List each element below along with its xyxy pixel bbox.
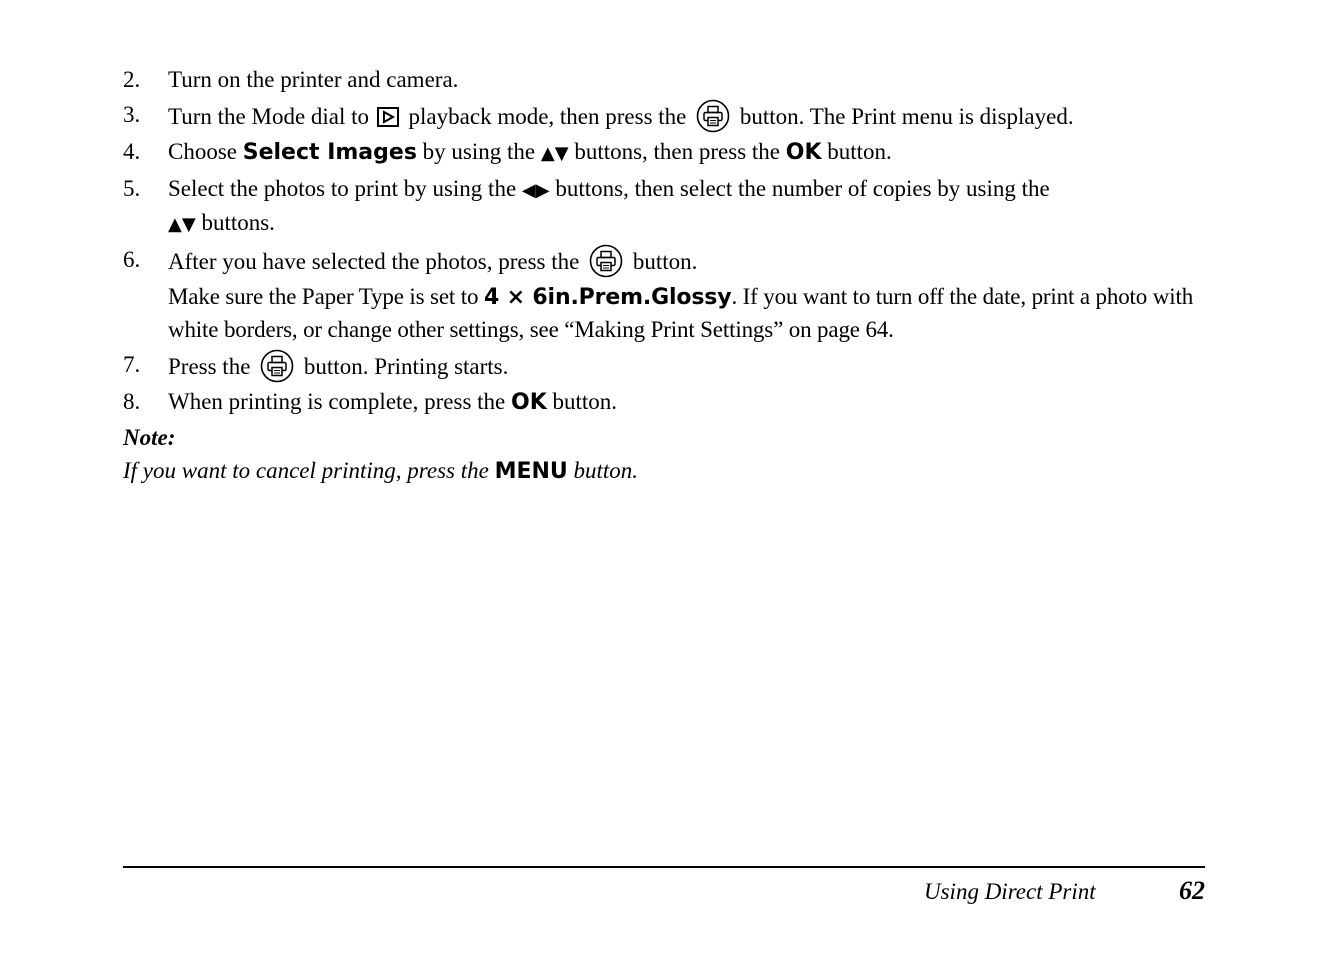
step-number: 8. [123, 389, 141, 414]
step-text: Turn the Mode dial to [168, 104, 370, 129]
step-text: buttons, then select the number of copies by using the [555, 176, 1050, 201]
printer-icon [260, 349, 294, 383]
step-number: 5. [123, 176, 141, 201]
left-right-arrows-icon: ◀▶ [521, 180, 550, 201]
menu-item-label: Select Images [242, 140, 417, 165]
footer-section-title: Using Direct Print [924, 879, 1096, 904]
step-text: buttons, then press the [574, 139, 781, 164]
up-down-arrows-icon: ▲▼ [168, 214, 196, 235]
step-3 [123, 99, 1213, 133]
step-number: 4. [123, 139, 141, 164]
ok-button-label: OK [511, 390, 547, 415]
step-text: button. [827, 139, 892, 164]
playback-icon [377, 107, 399, 127]
detail-text: Make sure the Paper Type is set to [168, 284, 479, 309]
step-text: button. The Print menu is displayed. [739, 104, 1074, 129]
step-number: 6. [123, 247, 141, 272]
step-text: buttons. [201, 210, 275, 235]
footer-divider [123, 866, 1205, 868]
step-text: button. Printing starts. [303, 354, 509, 379]
step-5 [123, 173, 1213, 241]
printer-icon [696, 99, 730, 133]
step-text: Choose [168, 139, 237, 164]
step-4 [123, 136, 1213, 170]
step-text: Select the photos to print by using the [168, 176, 517, 201]
page-number: 62 [1179, 876, 1205, 905]
step-text: Turn on the printer and camera. [168, 67, 459, 92]
note-heading: Note: [123, 425, 176, 450]
note-text [123, 454, 1213, 489]
step-text: button. [552, 389, 618, 414]
step-text: button. [632, 249, 698, 274]
step-6-detail [123, 281, 1213, 346]
step-text: playback mode, then press the [408, 104, 687, 129]
step-2 [123, 64, 1213, 96]
step-number: 2. [123, 67, 141, 92]
step-number: 7. [123, 352, 141, 377]
printer-icon [589, 244, 623, 278]
paper-type-value: 4 × 6in.Prem.Glossy [483, 285, 732, 310]
ok-button-label: OK [785, 140, 822, 165]
step-number: 3. [123, 102, 141, 127]
step-8 [123, 386, 1213, 419]
step-text: by using the [422, 139, 536, 164]
menu-button-label: MENU [494, 459, 568, 484]
step-7 [123, 349, 1213, 383]
note-text-part: button. [573, 458, 639, 483]
note-text-part: If you want to cancel printing, press the [123, 458, 489, 483]
step-text: Press the [168, 354, 251, 379]
instructions [123, 64, 1213, 489]
step-text: After you have selected the photos, press the [168, 249, 580, 274]
step-6 [123, 244, 1213, 278]
up-down-arrows-icon: ▲▼ [540, 143, 569, 164]
detail-text: . If you want to turn off the date, print a photo with white borders, or change other settings, see “Making Print Settings” on page 64. [168, 284, 1194, 342]
step-text: When printing is complete, press the [168, 389, 506, 414]
